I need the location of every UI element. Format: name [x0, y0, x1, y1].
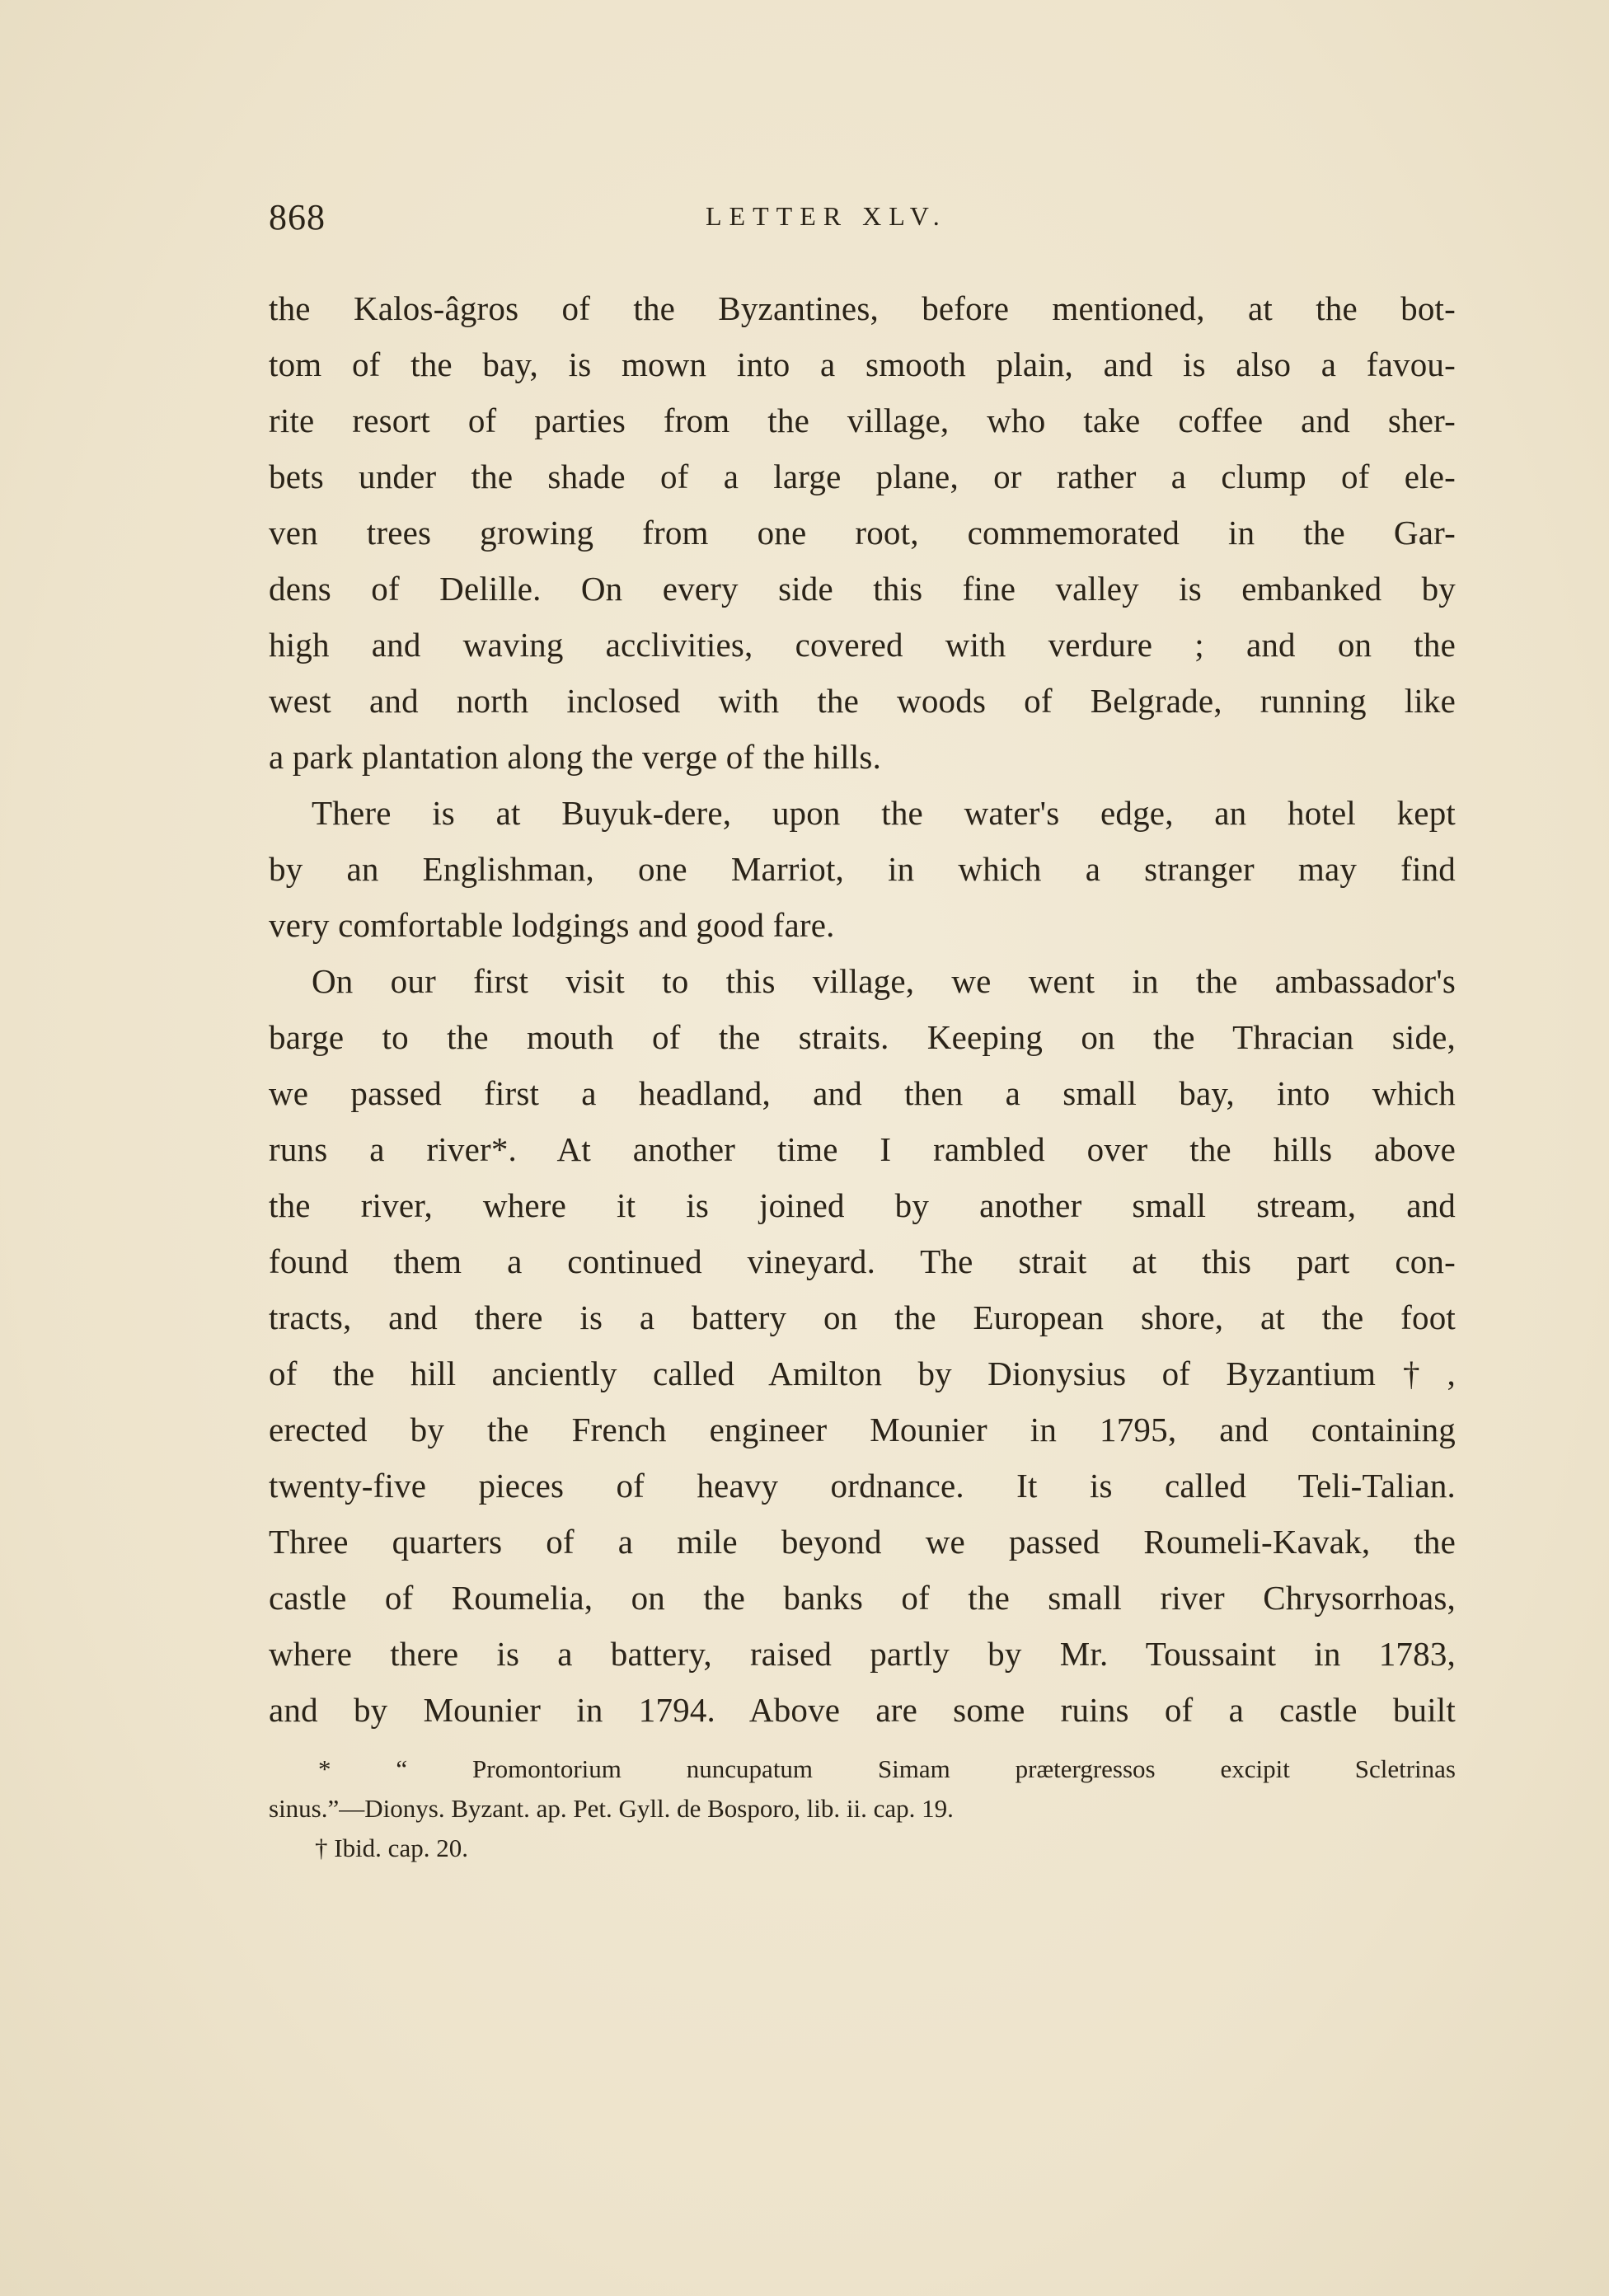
text-line: by an Englishman, one Marriot, in which a stranger may find — [269, 850, 1456, 888]
text-line: where there is a battery, raised partly by Mr. Toussaint in 1783, — [269, 1635, 1456, 1673]
page-number: 868 — [269, 197, 326, 237]
text-line: twenty-five pieces of heavy ordnance. It is called Teli-Talian. — [269, 1467, 1456, 1505]
text-line: Three quarters of a mile beyond we passed Roumeli-Kavak, the — [269, 1523, 1456, 1561]
text-line: very comfortable lodgings and good fare. — [269, 906, 835, 944]
text-line: erected by the French engineer Mounier in 1795, and containing — [269, 1411, 1456, 1448]
footnote-1-line-1: * “ Promontorium nuncupatum Simam prætergressos excipit Scletrinas — [318, 1754, 1456, 1783]
text-line: tracts, and there is a battery on the European shore, at the foot — [269, 1298, 1456, 1336]
text-line: we passed first a headland, and then a small bay, into which — [269, 1074, 1456, 1112]
text-line: tom of the bay, is mown into a smooth plain, and is also a favou- — [269, 345, 1456, 383]
text-line: bets under the shade of a large plane, or rather a clump of ele- — [269, 458, 1456, 495]
text-line: rite resort of parties from the village, who take coffee and sher- — [269, 401, 1456, 439]
text-line: of the hill anciently called Amilton by Dionysius of Byzantium†, — [269, 1355, 1456, 1392]
footnote-1-line-2: sinus.”—Dionys. Byzant. ap. Pet. Gyll. de Bosporo, lib. ii. cap. 19. — [269, 1794, 954, 1823]
footnotes — [269, 1749, 1456, 1868]
text-line: barge to the mouth of the straits. Keeping on the Thracian side, — [269, 1018, 1456, 1056]
text-line: west and north inclosed with the woods of Belgrade, running like — [269, 682, 1456, 720]
text-line: runs a river*. At another time I rambled over the hills above — [269, 1130, 1456, 1168]
text-line: dens of Delille. On every side this fine valley is embanked by — [269, 570, 1456, 608]
text-line: a park plantation along the verge of the hills. — [269, 738, 882, 776]
text-line: the Kalos-âgros of the Byzantines, before mentioned, at the bot- — [269, 289, 1456, 327]
body-text — [269, 280, 1456, 1738]
text-line: found them a continued vineyard. The strait at this part con- — [269, 1242, 1456, 1280]
footnote-2: † Ibid. cap. 20. — [315, 1834, 468, 1862]
text-line: the river, where it is joined by another small stream, and — [269, 1186, 1456, 1224]
page-header — [269, 196, 1456, 246]
text-line: high and waving acclivities, covered with verdure ; and on the — [269, 626, 1456, 664]
text-line: castle of Roumelia, on the banks of the small river Chrysorrhoas, — [269, 1579, 1456, 1617]
paragraph-start-line: On our first visit to this village, we went in the ambassador's — [312, 962, 1456, 1000]
paragraph-start-line: There is at Buyuk-dere, upon the water's edge, an hotel kept — [312, 794, 1456, 832]
text-line: and by Mounier in 1794. Above are some ruins of a castle built — [269, 1691, 1456, 1729]
text-line: ven trees growing from one root, commemorated in the Gar- — [269, 514, 1456, 552]
running-head: LETTER XLV. — [706, 201, 947, 231]
